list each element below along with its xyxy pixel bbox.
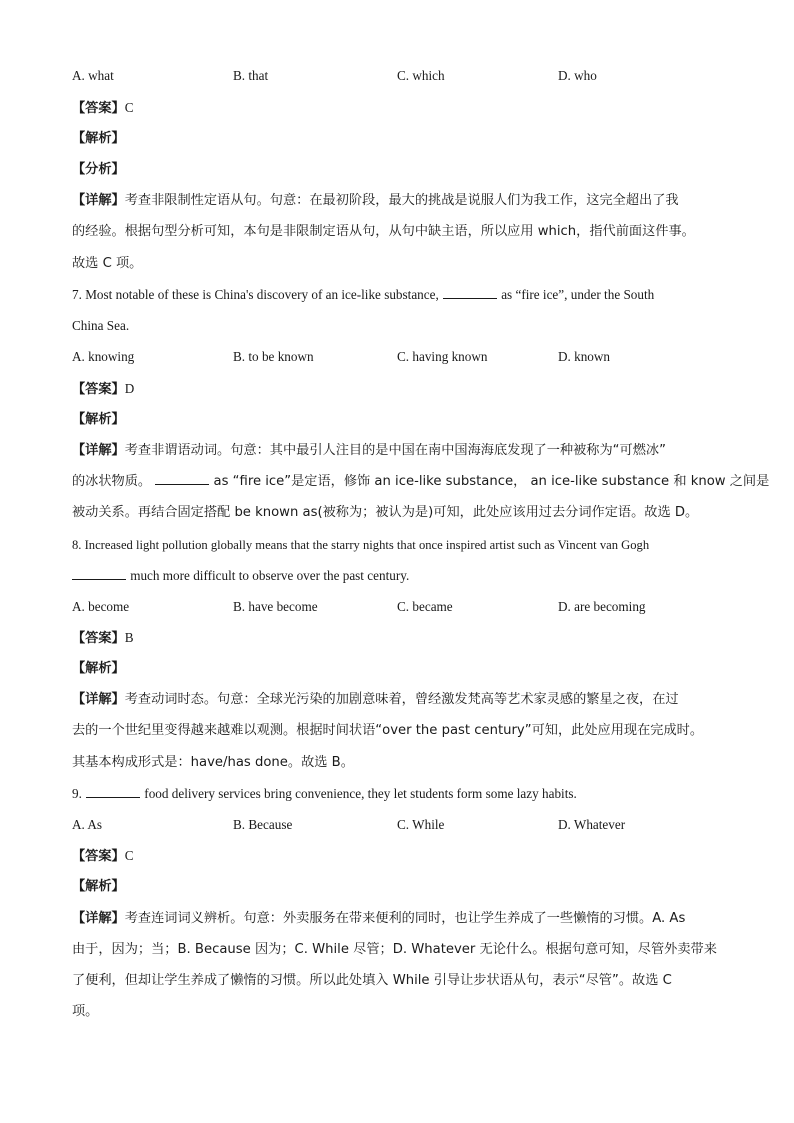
option-b: B. have become <box>233 599 318 614</box>
answer-blank <box>72 567 126 580</box>
question-9-stem <box>72 784 732 805</box>
analysis-tag: 【解析】 <box>72 661 125 676</box>
analysis-tag: 【解析】 <box>72 879 125 894</box>
analysis-tag-line <box>72 659 732 679</box>
question-stem-text: China Sea. <box>72 318 130 333</box>
answer-tag: 【答案】 <box>72 382 125 397</box>
answer-value: C <box>124 848 134 863</box>
option-a: A. become <box>72 599 130 614</box>
answer-tag: 【答案】 <box>72 101 125 116</box>
detail-text: 其基本构成形式是：have/has done。故选 B。 <box>72 755 354 770</box>
option-a: A. knowing <box>72 349 135 364</box>
detail-tag: 【详解】 <box>72 692 125 707</box>
question-stem-text: 8. Increased light pollution globally means that the starry nights that once inspired artist such as Vincent van Gogh <box>72 538 650 552</box>
detail-line <box>72 503 732 523</box>
answer-tag: 【答案】 <box>72 631 125 646</box>
detail-text: 故选 C 项。 <box>72 256 143 271</box>
answer-blank <box>86 785 140 798</box>
question-8-stem <box>72 535 732 555</box>
analysis-tag-line <box>72 129 732 149</box>
detail-line <box>72 222 732 242</box>
question-7-stem <box>72 285 732 306</box>
answer-blank <box>155 472 209 485</box>
detail-text: 考查连词词义辨析。句意：外卖服务在带来便利的同时，也让学生养成了一些懒惰的习惯。A. As <box>124 911 686 926</box>
answer-line <box>72 628 732 649</box>
option-c: C. having known <box>397 349 488 364</box>
detail-text: 去的一个世纪里变得越来越难以观测。根据时间状语“over the past century”可知，此处应用现在完成时。 <box>72 723 704 738</box>
fenxi-tag: 【分析】 <box>72 162 125 177</box>
option-d: D. who <box>558 68 597 83</box>
option-d: D. are becoming <box>558 599 646 614</box>
question-8-stem-cont <box>72 566 732 587</box>
detail-tag: 【详解】 <box>72 443 125 458</box>
detail-text: 由于，因为；当；B. Because 因为；C. While 尽管；D. Whatever 无论什么。根据句意可知，尽管外卖带来 <box>72 942 717 957</box>
detail-line <box>72 909 732 929</box>
option-d: D. Whatever <box>558 817 626 832</box>
option-b: B. to be known <box>233 349 314 364</box>
detail-line <box>72 690 732 710</box>
option-b: B. Because <box>233 817 293 832</box>
detail-line <box>72 940 732 960</box>
answer-value: C <box>124 100 134 115</box>
detail-text: 考查非限制性定语从句。句意：在最初阶段，最大的挑战是说服人们为我工作，这完全超出了我 <box>124 193 679 208</box>
answer-line <box>72 379 732 400</box>
detail-line <box>72 971 732 991</box>
answer-line <box>72 98 732 119</box>
fenxi-tag-line <box>72 160 732 180</box>
question-stem-text: as “fire ice”, under the South <box>501 287 655 302</box>
detail-line <box>72 441 732 461</box>
detail-text: 项。 <box>72 1004 99 1019</box>
detail-line <box>72 191 732 211</box>
analysis-tag-line <box>72 410 732 430</box>
option-c: C. While <box>397 817 445 832</box>
detail-text: 考查动词时态。句意：全球光污染的加剧意味着，曾经激发梵高等艺术家灵感的繁星之夜，在过 <box>124 692 679 707</box>
detail-line <box>72 1002 732 1022</box>
answer-value: D <box>124 381 135 396</box>
question-stem-text: food delivery services bring convenience, they let students form some lazy habits. <box>144 786 577 801</box>
option-d: D. known <box>558 349 611 364</box>
detail-text: 的经验。根据句型分析可知，本句是非限制定语从句，从句中缺主语，所以应用 which，指代前面这件事。 <box>72 224 695 239</box>
detail-text: 的冰状物质。 <box>72 474 152 489</box>
detail-line <box>72 721 732 741</box>
detail-line <box>72 472 770 492</box>
answer-line <box>72 846 732 867</box>
detail-text: as “fire ice”是定语，修饰 an ice-like substance， an ice-like substance 和 know 之间是 <box>213 474 770 489</box>
option-a: A. what <box>72 68 114 83</box>
detail-text: 被动关系。再结合固定搭配 be known as(被称为；被认为是)可知，此处应该用过去分词作定语。故选 D。 <box>72 505 699 520</box>
analysis-tag-line <box>72 877 732 897</box>
answer-value: B <box>124 630 134 645</box>
answer-tag: 【答案】 <box>72 849 125 864</box>
option-c: C. became <box>397 599 453 614</box>
option-a: A. As <box>72 817 103 832</box>
detail-line <box>72 753 732 773</box>
detail-tag: 【详解】 <box>72 911 125 926</box>
analysis-tag: 【解析】 <box>72 412 125 427</box>
answer-blank <box>443 286 497 299</box>
detail-line <box>72 254 732 274</box>
option-b: B. that <box>233 68 269 83</box>
detail-tag: 【详解】 <box>72 193 125 208</box>
detail-text: 考查非谓语动词。句意：其中最引人注目的是中国在南中国海海底发现了一种被称为“可燃冰” <box>124 443 666 458</box>
question-7-stem-cont <box>72 316 732 337</box>
question-stem-text: much more difficult to observe over the past century. <box>130 568 410 583</box>
question-stem-text: 9. <box>72 786 82 801</box>
detail-text: 了便利，但却让学生养成了懒惰的习惯。所以此处填入 While 引导让步状语从句，表示“尽管”。故选 C <box>72 973 672 988</box>
analysis-tag: 【解析】 <box>72 131 125 146</box>
question-stem-text: 7. Most notable of these is China's discovery of an ice-like substance, <box>72 287 439 302</box>
option-c: C. which <box>397 68 445 83</box>
